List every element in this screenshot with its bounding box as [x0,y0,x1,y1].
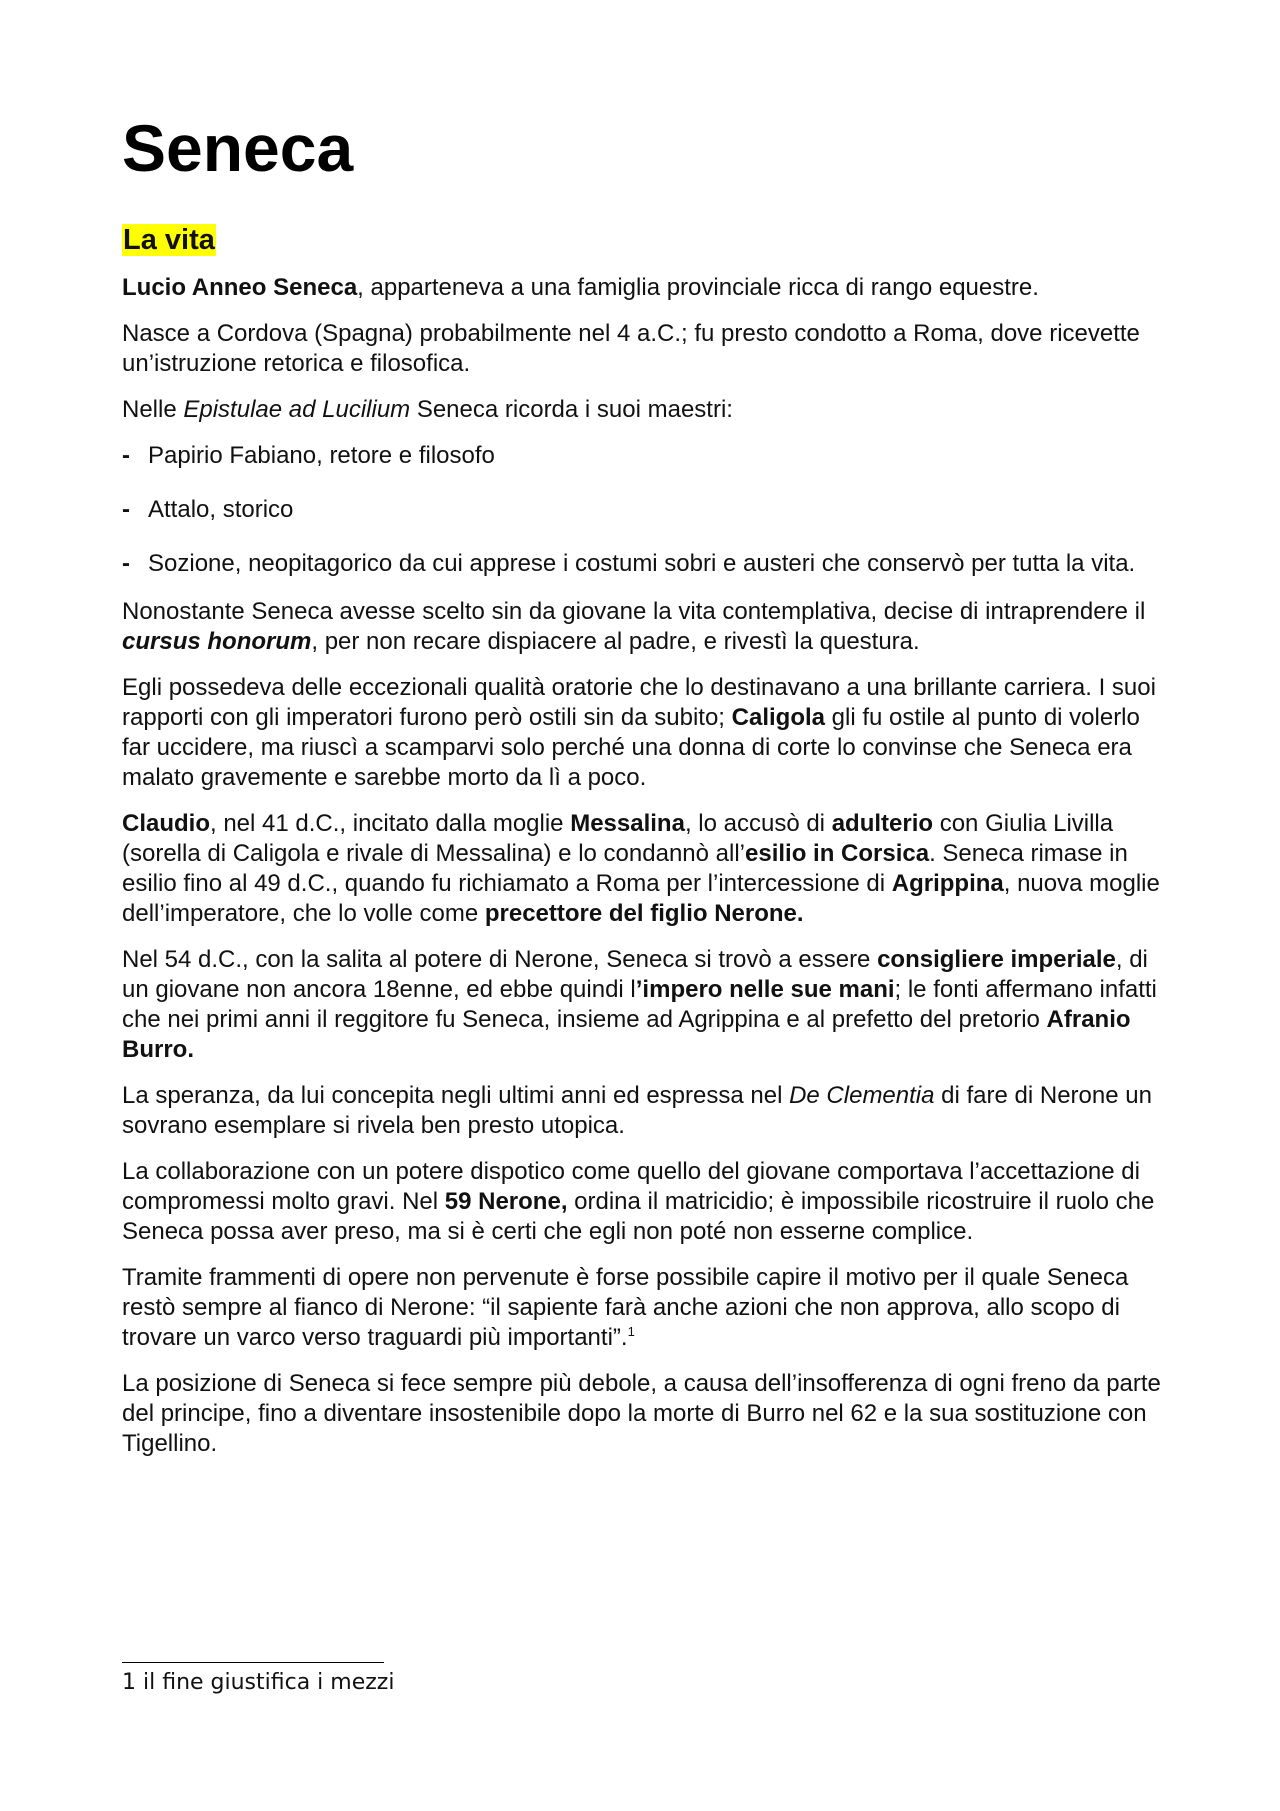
body-text: ; le fonti affermano infatti che nei primi anni il reggitore fu Seneca, insieme ad Agrippina e al prefetto del pretorio [122,976,1157,1034]
footnote-separator [122,1662,384,1663]
body-text: , di un giovane non ancora 18enne, ed ebbe quindi l [122,946,1148,1004]
bold-text: 59 Nerone, [444,1188,568,1216]
italic-text: De Clementia [789,1082,935,1110]
paragraph-1 [122,273,1167,303]
list-item-text: Sozione, neopitagorico da cui apprese i costumi sobri e austeri che conservò per tutta la vita. [148,550,1136,578]
document-page [122,112,1167,1475]
footnote-reference[interactable]: 1 [627,1324,635,1340]
footnote-area [122,1662,394,1697]
paragraph-3 [122,395,1167,425]
dash-bullet: - [122,496,130,524]
list-item [122,549,1167,579]
paragraph-11 [122,1369,1167,1459]
footnote-text: 1 il fine giustifica i mezzi [122,1670,395,1695]
body-text: Nelle [122,396,184,424]
bold-text: ’impero nelle sue mani [635,976,895,1004]
paragraph-10 [122,1263,1167,1353]
body-text: Tramite frammenti di opere non pervenute è forse possibile capire il motivo per il quale Seneca restò sempre al fianco di Nerone: “il sapiente farà anche azioni che non approva, allo scopo di trovare un varco verso traguardi più importanti”. [122,1264,1129,1352]
body-text: La collaborazione con un potere dispotico come quello del giovane comportava l’accettazione di compromessi molto gravi. Nel [122,1158,1140,1216]
bold-text: consigliere imperiale [877,946,1116,974]
paragraph-7 [122,945,1167,1065]
body-text: con Giulia Livilla (sorella di Caligola e rivale di Messalina) e lo condannò all’ [122,810,1114,868]
body-text: Nonostante Seneca avesse scelto sin da giovane la vita contemplativa, decise di intraprendere il [122,598,1146,626]
body-text: . Seneca rimase in esilio fino al 49 d.C., quando fu richiamato a Roma per l’intercessione di [122,840,1128,898]
list-item-text: Papirio Fabiano, retore e filosofo [148,442,495,470]
body-text: gli fu ostile al punto di volerlo far uccidere, ma riuscì a scamparvi solo perché una donna di corte lo convinse che Seneca era malato gravemente e sarebbe morto da lì a poco. [122,704,1140,792]
body-text: Nasce a Cordova (Spagna) probabilmente nel 4 a.C.; fu presto condotto a Roma, dove ricevette un’istruzione retorica e filosofica. [122,320,1140,378]
body-text: La speranza, da lui concepita negli ultimi anni ed espressa nel [122,1082,790,1110]
list-item [122,495,1167,525]
bold-text: Afranio Burro. [122,1006,1131,1064]
body-text: La posizione di Seneca si fece sempre più debole, a causa dell’insofferenza di ogni freno da parte del principe, fino a diventare insostenibile dopo la morte di Burro nel 62 e la sua sostituzione con Tigellino. [122,1370,1161,1458]
paragraph-2 [122,319,1167,379]
bold-text: Lucio Anneo Seneca [122,274,358,302]
bold-text: Caligola [731,704,826,732]
bold-text: Claudio [122,810,210,838]
paragraph-8 [122,1081,1167,1141]
bold-text: esilio in Corsica [745,840,930,868]
bold-italic-text: cursus honorum [122,628,312,656]
body-text: , apparteneva a una famiglia provinciale ricca di rango equestre. [357,274,1039,302]
paragraph-4 [122,597,1167,657]
body-text: di fare di Nerone un sovrano esemplare si rivela ben presto utopica. [122,1082,1152,1140]
bold-text: precettore del figlio Nerone. [484,900,804,928]
body-text: Seneca ricorda i suoi maestri: [410,396,733,424]
body-text: , nuova moglie dell’imperatore, che lo volle come [122,870,1160,928]
dash-bullet: - [122,550,130,578]
document-title: Seneca [122,111,354,185]
paragraph-6 [122,809,1167,929]
body-text: Nel 54 d.C., con la salita al potere di Nerone, Seneca si trovò a essere [122,946,878,974]
section-heading [122,223,1167,258]
bold-text: Messalina [570,810,685,838]
dash-bullet: - [122,442,130,470]
list-item-text: Attalo, storico [148,496,294,524]
paragraph-5 [122,673,1167,793]
body-text: , nel 41 d.C., incitato dalla moglie [210,810,571,838]
bold-text: adulterio [831,810,934,838]
body-text: Egli possedeva delle eccezionali qualità oratorie che lo destinavano a una brillante carriera. I suoi rapporti con gli imperatori furono però ostili sin da subito; [122,674,1156,732]
bold-text: Agrippina [891,870,1004,898]
body-text: , lo accusò di [684,810,832,838]
teachers-list [122,441,1167,579]
body-text: ordina il matricidio; è impossibile ricostruire il ruolo che Seneca possa aver preso, ma si è certi che egli non poté non esserne complice. [122,1188,1155,1246]
italic-text: Epistulae ad Lucilium [183,396,411,424]
paragraph-9 [122,1157,1167,1247]
body-text: , per non recare dispiacere al padre, e rivestì la questura. [311,628,920,656]
section-heading-highlight: La vita [123,223,215,256]
list-item [122,441,1167,471]
